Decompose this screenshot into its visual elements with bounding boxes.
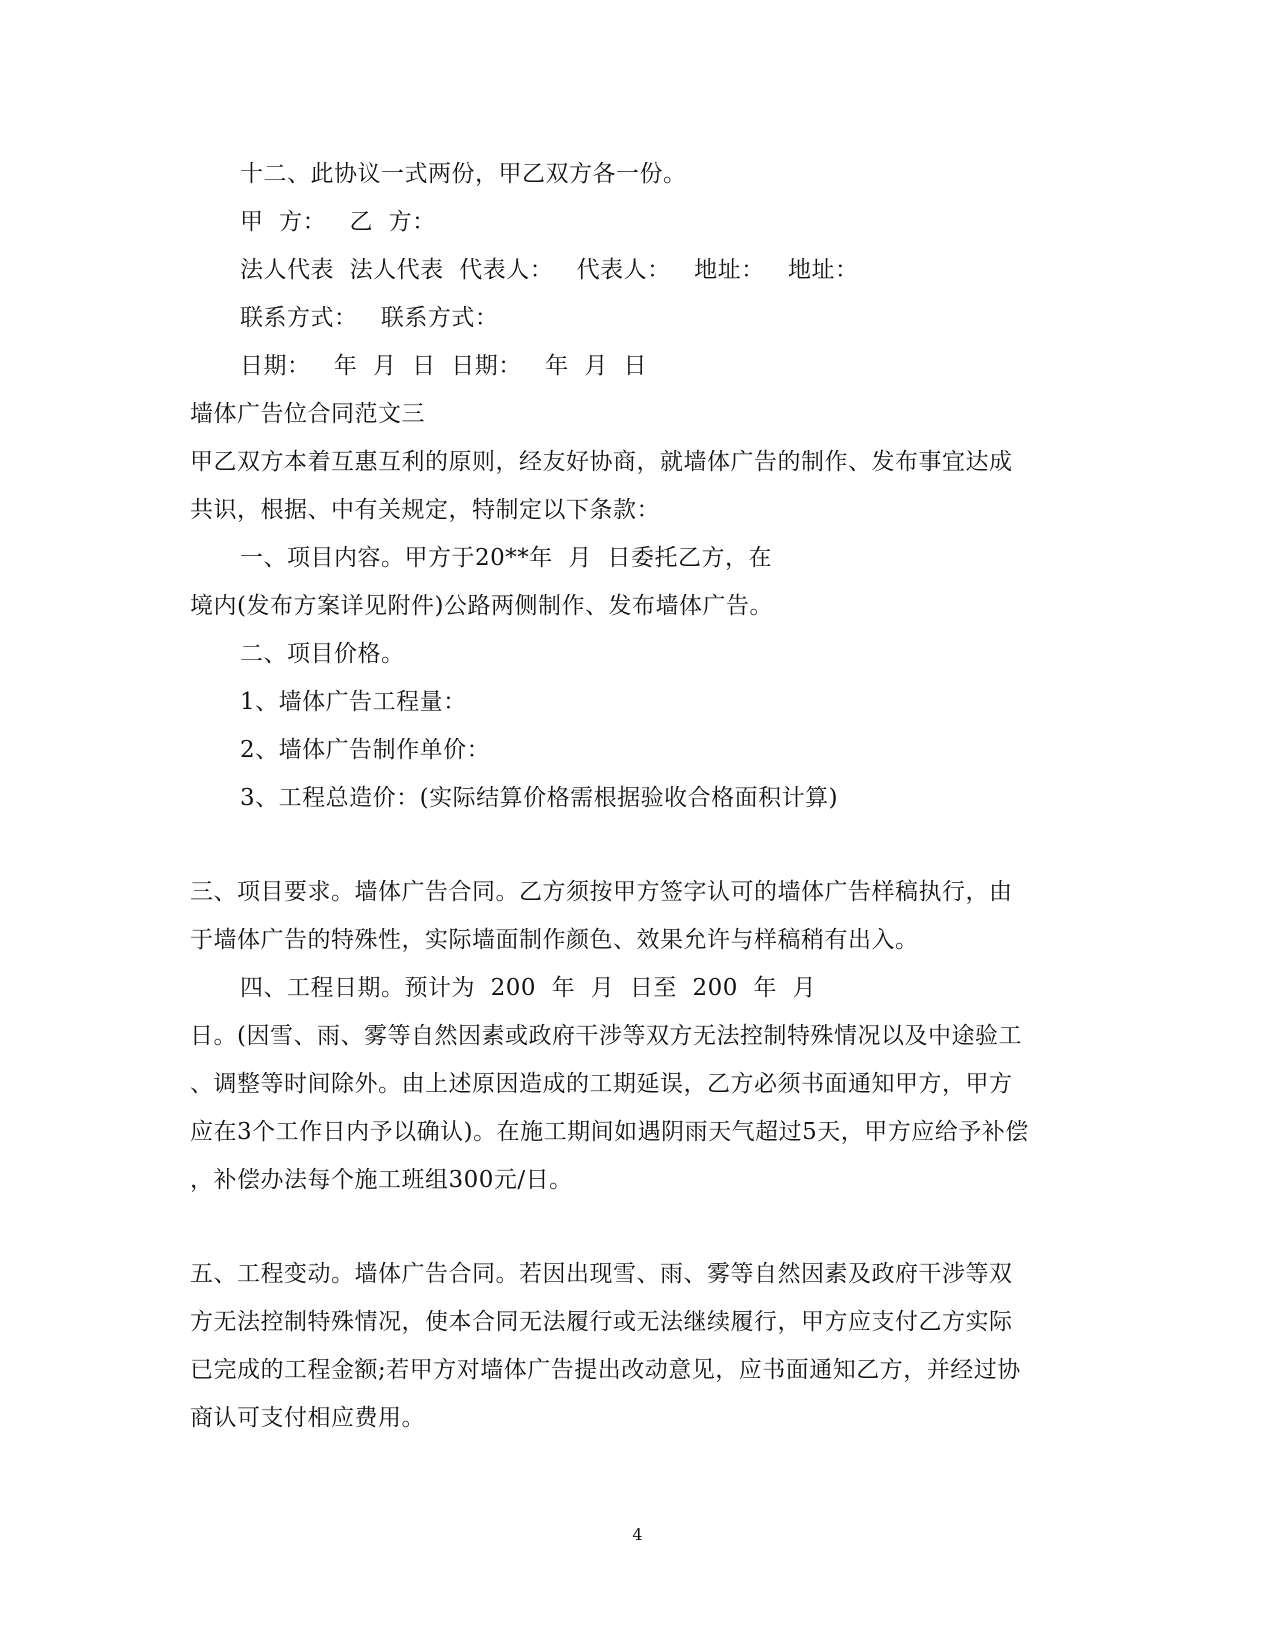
legal-representative-line: 法人代表 法人代表 代表人： 代表人： 地址： 地址： (240, 257, 859, 283)
clause-12-line: 十二、此协议一式两份，甲乙双方各一份。 (240, 161, 687, 187)
clause-2-item-3: 3、工程总造价：(实际结算价格需根据验收合格面积计算) (240, 785, 839, 811)
clause-4-line-1: 四、工程日期。预计为 200 年 月 日至 200 年 月 (240, 975, 817, 1001)
clause-2-item-1: 1、墙体广告工程量： (240, 689, 467, 715)
clause-4-line-5: ，补偿办法每个施工班组300元/日。 (190, 1167, 573, 1193)
party-header-line: 甲 方： 乙 方： (240, 209, 436, 235)
intro-line-2: 共识，根据、中有关规定，特制定以下条款： (190, 497, 660, 523)
page-number: 4 (632, 1525, 643, 1544)
clause-5-line-4: 商认可支付相应费用。 (190, 1405, 425, 1431)
section-title: 墙体广告位合同范文三 (190, 401, 425, 427)
clause-3-line-1: 三、项目要求。墙体广告合同。乙方须按甲方签字认可的墙体广告样稿执行，由 (190, 879, 1013, 905)
clause-1-line-2: 境内(发布方案详见附件)公路两侧制作、发布墙体广告。 (190, 593, 773, 619)
clause-2-title: 二、项目价格。 (240, 641, 405, 667)
date-line: 日期： 年 月 日 日期： 年 月 日 (240, 353, 647, 379)
intro-line-1: 甲乙双方本着互惠互利的原则，经友好协商，就墙体广告的制作、发布事宜达成 (190, 449, 1013, 475)
clause-3-line-2: 于墙体广告的特殊性，实际墙面制作颜色、效果允许与样稿稍有出入。 (190, 927, 919, 953)
clause-4-line-4: 应在3个工作日内予以确认)。在施工期间如遇阴雨天气超过5天，甲方应给予补偿 (190, 1119, 1029, 1145)
clause-5-line-1: 五、工程变动。墙体广告合同。若因出现雪、雨、雾等自然因素及政府干涉等双 (190, 1261, 1013, 1287)
contact-line: 联系方式： 联系方式： (240, 305, 499, 331)
clause-5-line-2: 方无法控制特殊情况，使本合同无法履行或无法继续履行，甲方应支付乙方实际 (190, 1309, 1013, 1335)
clause-1-line-1: 一、项目内容。甲方于20**年 月 日委托乙方，在 (240, 545, 773, 571)
clause-4-line-3: 、调整等时间除外。由上述原因造成的工期延误，乙方必须书面通知甲方，甲方 (190, 1071, 1013, 1097)
clause-2-item-2: 2、墙体广告制作单价： (240, 737, 491, 763)
clause-4-line-2: 日。(因雪、雨、雾等自然因素或政府干涉等双方无法控制特殊情况以及中途验工 (190, 1023, 1022, 1049)
clause-5-line-3: 已完成的工程金额;若甲方对墙体广告提出改动意见，应书面通知乙方，并经过协 (190, 1357, 1021, 1383)
